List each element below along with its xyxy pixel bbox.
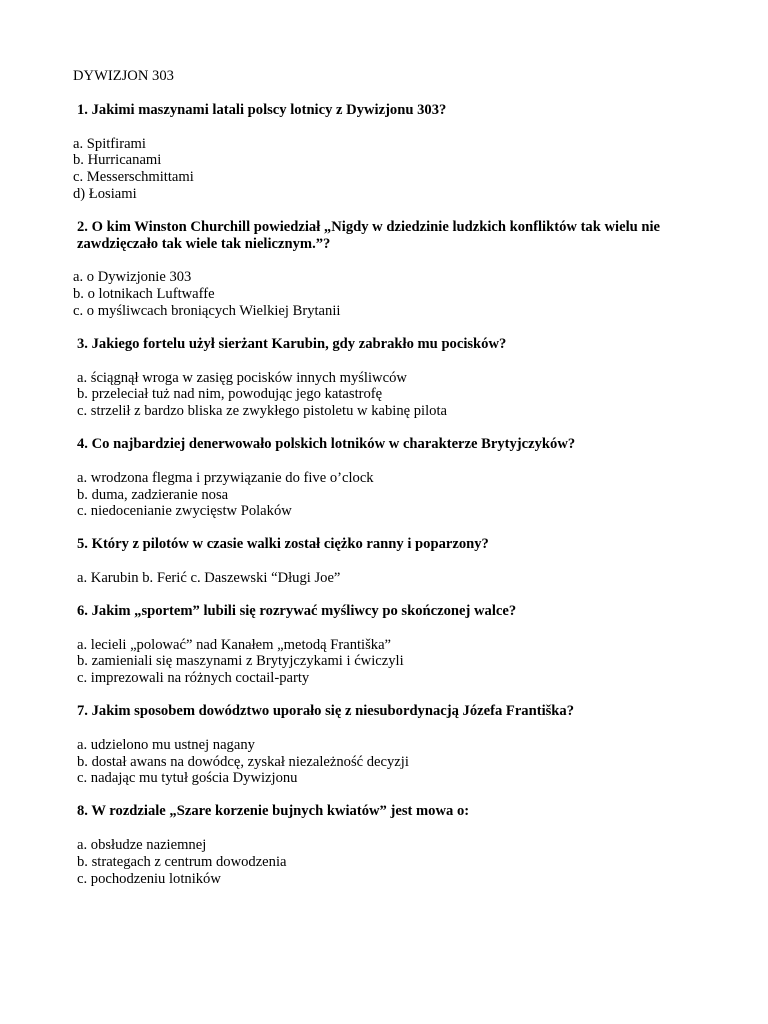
answer-list bbox=[73, 837, 693, 887]
answer-option: b. duma, zadzieranie nosa bbox=[77, 486, 229, 503]
question-text: 1. Jakimi maszynami latali polscy lotnicy z Dywizjonu 303? bbox=[77, 101, 447, 118]
question-text: 7. Jakim sposobem dowództwo uporało się z niesubordynacją Józefa Františka? bbox=[77, 702, 575, 719]
document-page bbox=[73, 68, 693, 903]
answer-option: c. imprezowali na różnych coctail-party bbox=[77, 670, 310, 687]
answer-list bbox=[73, 370, 693, 420]
question-2 bbox=[73, 219, 693, 320]
answer-option: b. zamieniali się maszynami z Brytyjczykami i ćwiczyli bbox=[77, 653, 404, 670]
answer-option: a. ściągnął wroga w zasięg pocisków innych myśliwców bbox=[77, 369, 407, 386]
answer-option: c. pochodzeniu lotników bbox=[77, 870, 221, 887]
answer-option: b. Hurricanami bbox=[73, 152, 162, 169]
answer-list bbox=[73, 637, 693, 687]
answer-option: b. o lotnikach Luftwaffe bbox=[73, 286, 215, 303]
answer-list bbox=[73, 737, 693, 787]
answer-list bbox=[73, 136, 693, 203]
question-8 bbox=[73, 803, 693, 887]
answer-option: a. wrodzona flegma i przywiązanie do five o’clock bbox=[77, 469, 374, 486]
question-text: 3. Jakiego fortelu użył sierżant Karubin, gdy zabrakło mu pocisków? bbox=[77, 335, 507, 352]
answer-option: b. strategach z centrum dowodzenia bbox=[77, 853, 287, 870]
question-text: 2. O kim Winston Churchill powiedział „Nigdy w dziedzinie ludzkich konfliktów tak wielu nie zawdzięczało tak wiele tak nielicznym.”? bbox=[77, 218, 661, 252]
question-7 bbox=[73, 703, 693, 787]
answer-option: a. Karubin b. Ferić c. Daszewski “Długi Joe” bbox=[77, 569, 341, 586]
question-6 bbox=[73, 603, 693, 687]
question-5 bbox=[73, 536, 693, 587]
answer-option: a. udzielono mu ustnej nagany bbox=[77, 736, 255, 753]
answer-option: a. o Dywizjonie 303 bbox=[73, 269, 192, 286]
answer-option: d) Łosiami bbox=[73, 185, 137, 202]
question-3 bbox=[73, 336, 693, 420]
question-1 bbox=[73, 102, 693, 203]
answer-list bbox=[73, 470, 693, 520]
answer-option: a. lecieli „polować” nad Kanałem „metodą Františka” bbox=[77, 636, 392, 653]
answer-list bbox=[73, 570, 693, 587]
question-4 bbox=[73, 436, 693, 520]
answer-option: a. Spitfirami bbox=[73, 135, 146, 152]
question-text: 8. W rozdziale „Szare korzenie bujnych kwiatów” jest mowa o: bbox=[77, 803, 470, 820]
answer-option: c. niedocenianie zwycięstw Polaków bbox=[77, 503, 292, 520]
answer-option: a. obsłudze naziemnej bbox=[77, 836, 207, 853]
question-text: 5. Który z pilotów w czasie walki został ciężko ranny i poparzony? bbox=[77, 536, 489, 553]
answer-option: c. strzelił z bardzo bliska ze zwykłego pistoletu w kabinę pilota bbox=[77, 403, 447, 420]
question-text: 6. Jakim „sportem” lubili się rozrywać myśliwcy po skończonej walce? bbox=[77, 602, 517, 619]
answer-option: b. dostał awans na dowódcę, zyskał niezależność decyzji bbox=[77, 753, 409, 770]
answer-option: b. przeleciał tuż nad nim, powodując jego katastrofę bbox=[77, 386, 383, 403]
question-text: 4. Co najbardziej denerwowało polskich lotników w charakterze Brytyjczyków? bbox=[77, 435, 576, 452]
answer-list bbox=[73, 269, 693, 319]
answer-option: c. o myśliwcach broniących Wielkiej Brytanii bbox=[73, 302, 341, 319]
document-title: DYWIZJON 303 bbox=[73, 68, 174, 84]
answer-option: c. Messerschmittami bbox=[73, 169, 194, 186]
answer-option: c. nadając mu tytuł gościa Dywizjonu bbox=[77, 770, 298, 787]
